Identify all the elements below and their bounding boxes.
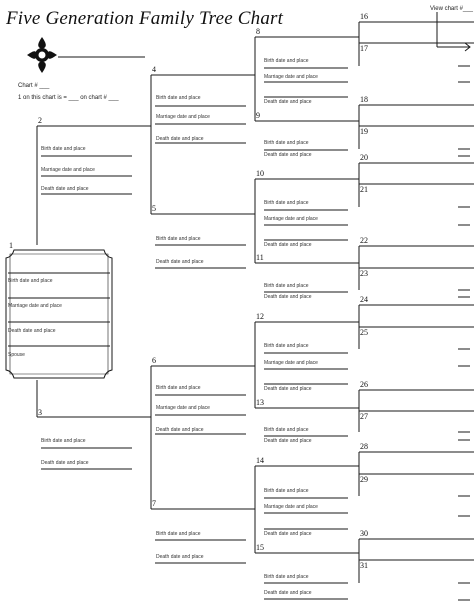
p4-marriage-label: Marriage date and place (156, 114, 210, 120)
p6-marriage-label: Marriage date and place (156, 405, 210, 411)
person-number-23: 23 (360, 269, 368, 278)
person-number-30: 30 (360, 529, 368, 538)
p1-spouse-label: Spouse (8, 352, 25, 358)
person-number-7: 7 (152, 499, 156, 508)
p12-marriage-label: Marriage date and place (264, 360, 318, 366)
chart-reference-label: 1 on this chart is = ___ on chart # ___ (18, 95, 119, 101)
p8-birth-label: Birth date and place (264, 58, 309, 64)
p1-birth-label: Birth date and place (8, 278, 53, 284)
p5-death-label: Death date and place (156, 259, 204, 265)
person-number-2: 2 (38, 116, 42, 125)
person-number-13: 13 (256, 398, 264, 407)
p10-death-label: Death date and place (264, 242, 312, 248)
p3-birth-label: Birth date and place (41, 438, 86, 444)
p10-birth-label: Birth date and place (264, 200, 309, 206)
p4-death-label: Death date and place (156, 136, 204, 142)
crest-ornament-icon (25, 35, 59, 77)
person-number-18: 18 (360, 95, 368, 104)
view-chart-label: View chart #___ (430, 6, 473, 12)
p7-death-label: Death date and place (156, 554, 204, 560)
p13-death-label: Death date and place (264, 438, 312, 444)
p13-birth-label: Birth date and place (264, 427, 309, 433)
person-number-8: 8 (256, 27, 260, 36)
person-number-10: 10 (256, 169, 264, 178)
person-number-29: 29 (360, 475, 368, 484)
p8-marriage-label: Marriage date and place (264, 74, 318, 80)
p2-birth-label: Birth date and place (41, 146, 86, 152)
p14-death-label: Death date and place (264, 531, 312, 537)
person-number-21: 21 (360, 185, 368, 194)
p4-birth-label: Birth date and place (156, 95, 201, 101)
p11-death-label: Death date and place (264, 294, 312, 300)
p15-death-label: Death date and place (264, 590, 312, 596)
p15-birth-label: Birth date and place (264, 574, 309, 580)
person-number-24: 24 (360, 295, 368, 304)
person-number-1: 1 (9, 241, 13, 250)
p14-marriage-label: Marriage date and place (264, 504, 318, 510)
p1-marriage-label: Marriage date and place (8, 303, 62, 309)
p3-death-label: Death date and place (41, 460, 89, 466)
person-number-22: 22 (360, 236, 368, 245)
p9-birth-label: Birth date and place (264, 140, 309, 146)
person-number-20: 20 (360, 153, 368, 162)
person-number-11: 11 (256, 253, 264, 262)
person-number-19: 19 (360, 127, 368, 136)
chart-number-label: Chart # ___ (18, 83, 50, 89)
p2-death-label: Death date and place (41, 186, 89, 192)
person-number-5: 5 (152, 204, 156, 213)
p11-birth-label: Birth date and place (264, 283, 309, 289)
person-number-3: 3 (38, 408, 42, 417)
person-number-31: 31 (360, 561, 368, 570)
p10-marriage-label: Marriage date and place (264, 216, 318, 222)
person-number-12: 12 (256, 312, 264, 321)
person-number-14: 14 (256, 456, 264, 465)
person-number-28: 28 (360, 442, 368, 451)
person-number-9: 9 (256, 111, 260, 120)
person-number-25: 25 (360, 328, 368, 337)
p6-death-label: Death date and place (156, 427, 204, 433)
p7-birth-label: Birth date and place (156, 531, 201, 537)
person-number-6: 6 (152, 356, 156, 365)
person-number-15: 15 (256, 543, 264, 552)
p12-birth-label: Birth date and place (264, 343, 309, 349)
p5-birth-label: Birth date and place (156, 236, 201, 242)
p14-birth-label: Birth date and place (264, 488, 309, 494)
p2-marriage-label: Marriage date and place (41, 167, 95, 173)
p6-birth-label: Birth date and place (156, 385, 201, 391)
person-number-27: 27 (360, 412, 368, 421)
p8-death-label: Death date and place (264, 99, 312, 105)
p1-death-label: Death date and place (8, 328, 56, 334)
person-number-26: 26 (360, 380, 368, 389)
person-number-16: 16 (360, 12, 368, 21)
page-title: Five Generation Family Tree Chart (6, 8, 284, 29)
person-number-17: 17 (360, 44, 368, 53)
p9-death-label: Death date and place (264, 152, 312, 158)
p12-death-label: Death date and place (264, 386, 312, 392)
person-number-4: 4 (152, 65, 156, 74)
